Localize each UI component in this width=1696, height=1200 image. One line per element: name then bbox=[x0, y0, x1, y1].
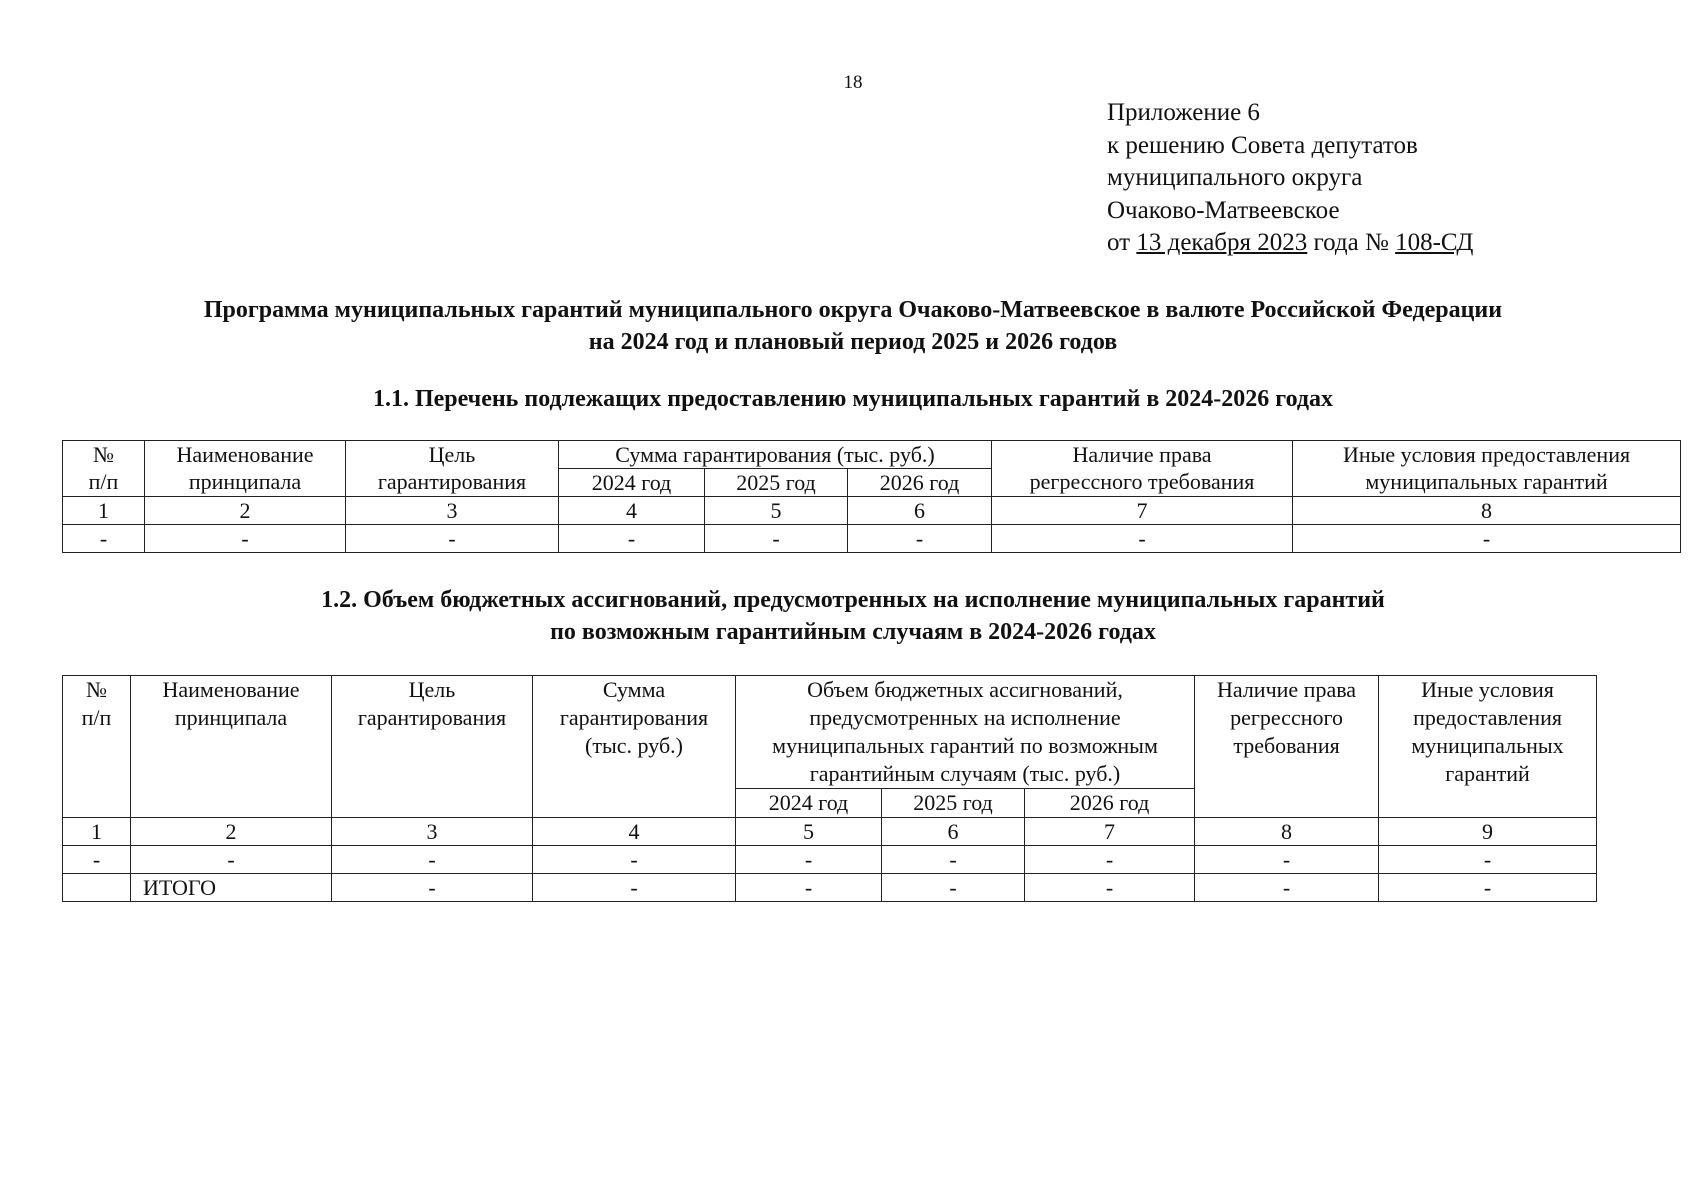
table-cell: - bbox=[332, 846, 533, 874]
guarantees-list-table bbox=[62, 440, 1681, 553]
main-title bbox=[0, 294, 1696, 358]
header-year: 2026 год bbox=[1025, 789, 1195, 818]
budget-allocations-table bbox=[62, 675, 1597, 902]
table-cell: - bbox=[992, 525, 1293, 553]
table-cell: 2 bbox=[131, 818, 332, 846]
table-cell: - bbox=[63, 525, 145, 553]
annex-date-prefix: от bbox=[1107, 229, 1137, 256]
table-cell: - bbox=[705, 525, 848, 553]
table-cell: - bbox=[533, 874, 736, 902]
header-purpose: Цель гарантирования bbox=[332, 676, 533, 818]
table-cell: 6 bbox=[848, 497, 992, 525]
table-row bbox=[63, 846, 1597, 874]
table-cell: - bbox=[1379, 846, 1597, 874]
table-cell: 5 bbox=[705, 497, 848, 525]
header-purpose: Цель гарантирования bbox=[346, 441, 559, 497]
table-cell: 4 bbox=[533, 818, 736, 846]
table-cell: 8 bbox=[1293, 497, 1681, 525]
table-header-row bbox=[63, 441, 1681, 469]
annex-date-line bbox=[1107, 227, 1473, 260]
table-cell: 9 bbox=[1379, 818, 1597, 846]
header-sum: Сумма гарантирования (тыс. руб.) bbox=[533, 676, 736, 818]
table-cell: - bbox=[1025, 846, 1195, 874]
header-year: 2025 год bbox=[705, 469, 848, 497]
table-cell: 4 bbox=[559, 497, 705, 525]
section1-title bbox=[0, 383, 1696, 415]
annex-line: Приложение 6 bbox=[1107, 99, 1260, 126]
annex-date: 13 декабря 2023 bbox=[1136, 229, 1308, 256]
table-cell: 3 bbox=[332, 818, 533, 846]
table-cell: - bbox=[332, 874, 533, 902]
header-recourse: Наличие права регрессного требования bbox=[992, 441, 1293, 497]
header-volume-group: Объем бюджетных ассигнований, предусмотренных на исполнение муниципальных гарантий по возможным гарантийным случаям (тыс. руб.) bbox=[736, 676, 1195, 789]
section1-title-line: 1.1. Перечень подлежащих предоставлению муниципальных гарантий в 2024-2026 годах bbox=[372, 386, 1334, 412]
annex-line: к решению Совета депутатов bbox=[1107, 131, 1418, 159]
header-year: 2025 год bbox=[882, 789, 1025, 818]
table-header-row bbox=[63, 676, 1597, 789]
header-other-conditions: Иные условия предоставления муниципальных гарантий bbox=[1379, 676, 1597, 818]
table-cell: 5 bbox=[736, 818, 882, 846]
table-cell: - bbox=[346, 525, 559, 553]
table-cell: 6 bbox=[882, 818, 1025, 846]
section2-title-line: 1.2. Объем бюджетных ассигнований, предусмотренных на исполнение муниципальных гарантий bbox=[321, 587, 1385, 613]
section2-title bbox=[0, 584, 1696, 648]
header-num: № п/п bbox=[63, 441, 145, 497]
header-principal: Наименование принципала bbox=[145, 441, 346, 497]
table-row bbox=[63, 525, 1681, 553]
table-cell: 7 bbox=[992, 497, 1293, 525]
table-index-row bbox=[63, 497, 1681, 525]
table-cell: 8 bbox=[1195, 818, 1379, 846]
table-cell: - bbox=[559, 525, 705, 553]
main-title-line: на 2024 год и плановый период 2025 и 2026 годов bbox=[588, 329, 1118, 355]
main-title-line: Программа муниципальных гарантий муниципального округа Очаково-Матвеевское в валюте Российской Федерации bbox=[203, 297, 1503, 323]
header-principal: Наименование принципала bbox=[131, 676, 332, 818]
table-cell: - bbox=[131, 846, 332, 874]
header-other-conditions: Иные условия предоставления муниципальных гарантий bbox=[1293, 441, 1681, 497]
table-cell: - bbox=[1293, 525, 1681, 553]
table-cell: 1 bbox=[63, 497, 145, 525]
annex-line: муниципального округа bbox=[1107, 164, 1363, 191]
section2-title-line: по возможным гарантийным случаям в 2024-2026 годах bbox=[550, 619, 1156, 645]
table-cell: - bbox=[736, 846, 882, 874]
total-label: ИТОГО bbox=[131, 874, 332, 902]
table-cell bbox=[63, 874, 131, 902]
header-year: 2024 год bbox=[559, 469, 705, 497]
table-cell: - bbox=[1025, 874, 1195, 902]
table-cell: 7 bbox=[1025, 818, 1195, 846]
table-cell: - bbox=[736, 874, 882, 902]
table-total-row bbox=[63, 874, 1597, 902]
header-year: 2024 год bbox=[736, 789, 882, 818]
header-sum-group: Сумма гарантирования (тыс. руб.) bbox=[559, 441, 992, 469]
annex-line: Очаково-Матвеевское bbox=[1107, 196, 1340, 224]
header-recourse: Наличие права регрессного требования bbox=[1195, 676, 1379, 818]
table-cell: 2 bbox=[145, 497, 346, 525]
page-number: 18 bbox=[843, 72, 863, 93]
table-cell: - bbox=[63, 846, 131, 874]
annex-date-mid: года № bbox=[1307, 229, 1396, 256]
table-cell: - bbox=[1379, 874, 1597, 902]
annex-block bbox=[1107, 97, 1473, 260]
table-cell: - bbox=[145, 525, 346, 553]
table-cell: - bbox=[882, 846, 1025, 874]
table-cell: - bbox=[1195, 874, 1379, 902]
table-cell: - bbox=[882, 874, 1025, 902]
header-year: 2026 год bbox=[848, 469, 992, 497]
header-num: № п/п bbox=[63, 676, 131, 818]
table-cell: - bbox=[1195, 846, 1379, 874]
annex-decision-number: 108-СД bbox=[1395, 229, 1474, 256]
table-cell: 1 bbox=[63, 818, 131, 846]
table-cell: 3 bbox=[346, 497, 559, 525]
table-cell: - bbox=[848, 525, 992, 553]
table-cell: - bbox=[533, 846, 736, 874]
table-index-row bbox=[63, 818, 1597, 846]
